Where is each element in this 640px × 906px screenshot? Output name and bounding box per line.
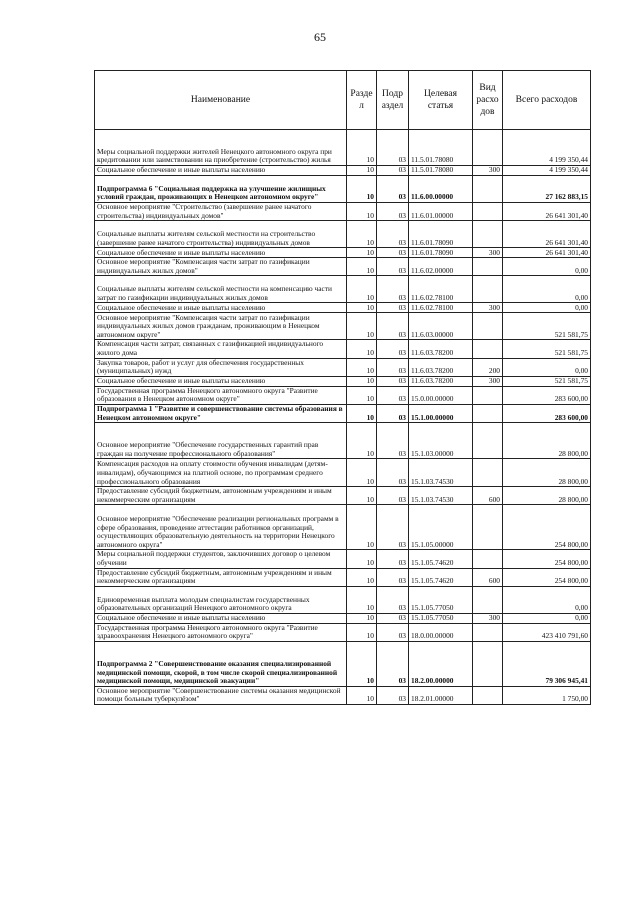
row-name-cell: Социальное обеспечение и иные выплаты населению xyxy=(95,166,347,176)
row-name-cell: Социальное обеспечение и иные выплаты населению xyxy=(95,376,347,386)
row-name-cell: Социальные выплаты жителям сельской местности на компенсацию части затрат по газификации индивидуальных жилых домов xyxy=(95,276,347,303)
row-section-cell: 10 xyxy=(347,386,377,404)
table-row xyxy=(95,568,591,586)
header-target: Целевая статья xyxy=(409,71,473,130)
row-expense-type-cell xyxy=(473,313,503,340)
row-target-cell: 11.6.00.00000 xyxy=(409,176,473,203)
row-total-cell: 26 641 301,40 xyxy=(503,248,591,258)
table-row xyxy=(95,303,591,313)
row-total-cell: 28 800,00 xyxy=(503,459,591,487)
row-target-cell: 11.6.01.78090 xyxy=(409,248,473,258)
table-row xyxy=(95,550,591,568)
row-target-cell: 15.1.05.74620 xyxy=(409,550,473,568)
row-section-cell: 10 xyxy=(347,623,377,641)
row-subsection-cell: 03 xyxy=(377,340,409,358)
row-name-cell: Основное мероприятие "Компенсация части затрат по газификации индивидуальных жилых домов" xyxy=(95,258,347,276)
row-name-cell: Социальное обеспечение и иные выплаты населению xyxy=(95,303,347,313)
table-row xyxy=(95,386,591,404)
row-name-cell: Основное мероприятие "Совершенствование системы оказания медицинской помощи больным туберкулёзом" xyxy=(95,686,347,704)
row-target-cell: 15.0.00.00000 xyxy=(409,386,473,404)
row-expense-type-cell xyxy=(473,459,503,487)
row-total-cell: 0,00 xyxy=(503,613,591,623)
row-expense-type-cell: 300 xyxy=(473,613,503,623)
table-row xyxy=(95,376,591,386)
row-expense-type-cell xyxy=(473,404,503,422)
row-section-cell: 10 xyxy=(347,641,377,686)
row-subsection-cell: 03 xyxy=(377,376,409,386)
row-subsection-cell: 03 xyxy=(377,313,409,340)
row-subsection-cell: 03 xyxy=(377,623,409,641)
row-expense-type-cell: 600 xyxy=(473,568,503,586)
row-expense-type-cell: 300 xyxy=(473,303,503,313)
table-row xyxy=(95,487,591,505)
row-target-cell: 18.2.00.00000 xyxy=(409,641,473,686)
row-total-cell: 254 800,00 xyxy=(503,505,591,550)
row-total-cell: 1 750,00 xyxy=(503,686,591,704)
row-target-cell: 11.6.03.78200 xyxy=(409,340,473,358)
row-section-cell: 10 xyxy=(347,487,377,505)
row-total-cell: 0,00 xyxy=(503,303,591,313)
row-total-cell: 254 800,00 xyxy=(503,550,591,568)
table-row xyxy=(95,423,591,459)
row-target-cell: 11.6.03.78200 xyxy=(409,358,473,376)
row-expense-type-cell: 300 xyxy=(473,376,503,386)
table-row xyxy=(95,623,591,641)
row-subsection-cell: 03 xyxy=(377,586,409,613)
header-name: Наименование xyxy=(95,71,347,130)
row-target-cell: 11.6.02.78100 xyxy=(409,276,473,303)
row-subsection-cell: 03 xyxy=(377,130,409,166)
row-expense-type-cell xyxy=(473,505,503,550)
row-section-cell: 10 xyxy=(347,568,377,586)
row-name-cell: Компенсация части затрат, связанных с газификацией индивидуального жилого дома xyxy=(95,340,347,358)
row-expense-type-cell xyxy=(473,686,503,704)
row-total-cell: 423 410 791,60 xyxy=(503,623,591,641)
row-section-cell: 10 xyxy=(347,459,377,487)
row-section-cell: 10 xyxy=(347,404,377,422)
table-row xyxy=(95,404,591,422)
row-expense-type-cell xyxy=(473,203,503,221)
row-total-cell: 4 199 350,44 xyxy=(503,130,591,166)
row-total-cell: 27 162 883,15 xyxy=(503,176,591,203)
row-target-cell: 11.6.02.78100 xyxy=(409,303,473,313)
row-total-cell: 26 641 301,40 xyxy=(503,221,591,248)
table-header-row xyxy=(95,71,591,130)
row-subsection-cell: 03 xyxy=(377,641,409,686)
row-total-cell: 28 800,00 xyxy=(503,487,591,505)
row-subsection-cell: 03 xyxy=(377,423,409,459)
row-total-cell: 0,00 xyxy=(503,258,591,276)
row-subsection-cell: 03 xyxy=(377,358,409,376)
table-row xyxy=(95,641,591,686)
row-expense-type-cell xyxy=(473,221,503,248)
row-total-cell: 0,00 xyxy=(503,358,591,376)
row-section-cell: 10 xyxy=(347,276,377,303)
row-name-cell: Подпрограмма 1 "Развитие и совершенствование системы образования в Ненецком автономном округе" xyxy=(95,404,347,422)
row-target-cell: 15.1.05.00000 xyxy=(409,505,473,550)
row-target-cell: 15.1.05.77050 xyxy=(409,586,473,613)
table-row xyxy=(95,258,591,276)
row-name-cell: Основное мероприятие "Обеспечение государственных гарантий прав граждан на получение профессионального образования" xyxy=(95,423,347,459)
row-target-cell: 11.6.03.00000 xyxy=(409,313,473,340)
row-target-cell: 18.2.01.00000 xyxy=(409,686,473,704)
header-expense-type: Вид расхо дов xyxy=(473,71,503,130)
table-row xyxy=(95,221,591,248)
row-section-cell: 10 xyxy=(347,613,377,623)
row-total-cell: 79 306 945,41 xyxy=(503,641,591,686)
row-subsection-cell: 03 xyxy=(377,221,409,248)
row-expense-type-cell xyxy=(473,130,503,166)
row-section-cell: 10 xyxy=(347,130,377,166)
row-subsection-cell: 03 xyxy=(377,686,409,704)
row-section-cell: 10 xyxy=(347,221,377,248)
row-section-cell: 10 xyxy=(347,166,377,176)
table-row xyxy=(95,276,591,303)
row-expense-type-cell xyxy=(473,176,503,203)
row-subsection-cell: 03 xyxy=(377,568,409,586)
budget-table xyxy=(94,70,591,705)
row-name-cell: Социальное обеспечение и иные выплаты населению xyxy=(95,613,347,623)
row-total-cell: 0,00 xyxy=(503,276,591,303)
row-name-cell: Государственная программа Ненецкого автономного округа "Развитие образования в Ненецком автономном округе" xyxy=(95,386,347,404)
table-row xyxy=(95,313,591,340)
row-target-cell: 15.1.03.74530 xyxy=(409,487,473,505)
row-name-cell: Социальные выплаты жителям сельской местности на строительство (завершение ранее начатого строительства) индивидуальных домов xyxy=(95,221,347,248)
row-name-cell: Основное мероприятие "Компенсация части затрат по газификации индивидуальных жилых домов гражданам, проживающим в Ненецком автономном округе" xyxy=(95,313,347,340)
row-total-cell: 521 581,75 xyxy=(503,313,591,340)
row-target-cell: 11.6.02.00000 xyxy=(409,258,473,276)
row-name-cell: Основное мероприятие "Строительство (завершение ранее начатого строительства) индивидуальных домов" xyxy=(95,203,347,221)
row-expense-type-cell xyxy=(473,276,503,303)
row-section-cell: 10 xyxy=(347,550,377,568)
table-row xyxy=(95,340,591,358)
row-expense-type-cell xyxy=(473,423,503,459)
table-row xyxy=(95,203,591,221)
table-row xyxy=(95,248,591,258)
row-target-cell: 11.5.01.78080 xyxy=(409,166,473,176)
row-total-cell: 28 800,00 xyxy=(503,423,591,459)
table-row xyxy=(95,358,591,376)
header-total: Всего расходов xyxy=(503,71,591,130)
row-name-cell: Предоставление субсидий бюджетным, автономным учреждениям и иным некоммерческим организациям xyxy=(95,487,347,505)
row-name-cell: Основное мероприятие "Обеспечение реализации региональных программ в сфере образования, проведение аттестации работников организаций, осуществляющих образовательную деятельность на территории Ненецкого автономного округа" xyxy=(95,505,347,550)
row-section-cell: 10 xyxy=(347,505,377,550)
row-section-cell: 10 xyxy=(347,586,377,613)
row-subsection-cell: 03 xyxy=(377,404,409,422)
row-target-cell: 15.1.05.74620 xyxy=(409,568,473,586)
row-expense-type-cell xyxy=(473,258,503,276)
row-total-cell: 283 600,00 xyxy=(503,386,591,404)
row-subsection-cell: 03 xyxy=(377,505,409,550)
row-subsection-cell: 03 xyxy=(377,276,409,303)
row-section-cell: 10 xyxy=(347,358,377,376)
row-section-cell: 10 xyxy=(347,248,377,258)
row-section-cell: 10 xyxy=(347,686,377,704)
table-row xyxy=(95,586,591,613)
header-section: Разде л xyxy=(347,71,377,130)
row-expense-type-cell: 300 xyxy=(473,248,503,258)
row-target-cell: 11.6.01.00000 xyxy=(409,203,473,221)
row-target-cell: 18.0.00.00000 xyxy=(409,623,473,641)
table-row xyxy=(95,176,591,203)
row-expense-type-cell xyxy=(473,623,503,641)
row-total-cell: 26 641 301,40 xyxy=(503,203,591,221)
row-section-cell: 10 xyxy=(347,203,377,221)
row-target-cell: 15.1.00.00000 xyxy=(409,404,473,422)
row-name-cell: Единовременная выплата молодым специалистам государственных образовательных организаций Ненецкого автономного округа xyxy=(95,586,347,613)
header-subsection: Подр аздел xyxy=(377,71,409,130)
row-target-cell: 11.6.01.78090 xyxy=(409,221,473,248)
row-name-cell: Закупка товаров, работ и услуг для обеспечения государственных (муниципальных) нужд xyxy=(95,358,347,376)
row-target-cell: 11.6.03.78200 xyxy=(409,376,473,386)
table-row xyxy=(95,686,591,704)
row-expense-type-cell: 300 xyxy=(473,166,503,176)
row-expense-type-cell xyxy=(473,641,503,686)
row-section-cell: 10 xyxy=(347,340,377,358)
row-subsection-cell: 03 xyxy=(377,613,409,623)
row-subsection-cell: 03 xyxy=(377,203,409,221)
row-name-cell: Предоставление субсидий бюджетным, автономным учреждениям и иным некоммерческим организациям xyxy=(95,568,347,586)
table-row xyxy=(95,613,591,623)
row-subsection-cell: 03 xyxy=(377,166,409,176)
row-subsection-cell: 03 xyxy=(377,550,409,568)
row-section-cell: 10 xyxy=(347,313,377,340)
row-subsection-cell: 03 xyxy=(377,176,409,203)
row-section-cell: 10 xyxy=(347,423,377,459)
table-row xyxy=(95,130,591,166)
row-name-cell: Государственная программа Ненецкого автономного округа "Развитие здравоохранения Ненецкого автономного округа" xyxy=(95,623,347,641)
row-expense-type-cell xyxy=(473,386,503,404)
row-name-cell: Социальное обеспечение и иные выплаты населению xyxy=(95,248,347,258)
row-target-cell: 15.1.03.74530 xyxy=(409,459,473,487)
row-section-cell: 10 xyxy=(347,258,377,276)
row-name-cell: Компенсация расходов на оплату стоимости обучения инвалидам (детям-инвалидам), обучающимся на платной основе, по программам среднего профессионального образования xyxy=(95,459,347,487)
row-target-cell: 11.5.01.78080 xyxy=(409,130,473,166)
row-subsection-cell: 03 xyxy=(377,386,409,404)
row-name-cell: Подпрограмма 2 "Совершенствование оказания специализированной медицинской помощи, скорой, в том числе скорой специализированной медицинской помощи, медицинской эвакуации" xyxy=(95,641,347,686)
row-subsection-cell: 03 xyxy=(377,258,409,276)
row-name-cell: Подпрограмма 6 "Социальная поддержка на улучшение жилищных условий граждан, проживающих в Ненецком автономном округе" xyxy=(95,176,347,203)
row-name-cell: Меры социальной поддержки жителей Ненецкого автономного округа при кредитовании или заимствовании на приобретение (строительство) жилья xyxy=(95,130,347,166)
row-subsection-cell: 03 xyxy=(377,248,409,258)
row-expense-type-cell: 200 xyxy=(473,358,503,376)
table-row xyxy=(95,166,591,176)
row-total-cell: 0,00 xyxy=(503,586,591,613)
row-total-cell: 4 199 350,44 xyxy=(503,166,591,176)
row-subsection-cell: 03 xyxy=(377,459,409,487)
row-expense-type-cell xyxy=(473,586,503,613)
page-number: 65 xyxy=(314,30,326,44)
row-total-cell: 521 581,75 xyxy=(503,376,591,386)
row-subsection-cell: 03 xyxy=(377,487,409,505)
row-section-cell: 10 xyxy=(347,176,377,203)
table-row xyxy=(95,459,591,487)
row-expense-type-cell: 600 xyxy=(473,487,503,505)
row-expense-type-cell xyxy=(473,340,503,358)
row-section-cell: 10 xyxy=(347,303,377,313)
row-name-cell: Меры социальной поддержки студентов, заключивших договор о целевом обучении xyxy=(95,550,347,568)
row-total-cell: 283 600,00 xyxy=(503,404,591,422)
row-total-cell: 254 800,00 xyxy=(503,568,591,586)
row-total-cell: 521 581,75 xyxy=(503,340,591,358)
row-section-cell: 10 xyxy=(347,376,377,386)
table-row xyxy=(95,505,591,550)
row-target-cell: 15.1.03.00000 xyxy=(409,423,473,459)
row-expense-type-cell xyxy=(473,550,503,568)
row-target-cell: 15.1.05.77050 xyxy=(409,613,473,623)
row-subsection-cell: 03 xyxy=(377,303,409,313)
